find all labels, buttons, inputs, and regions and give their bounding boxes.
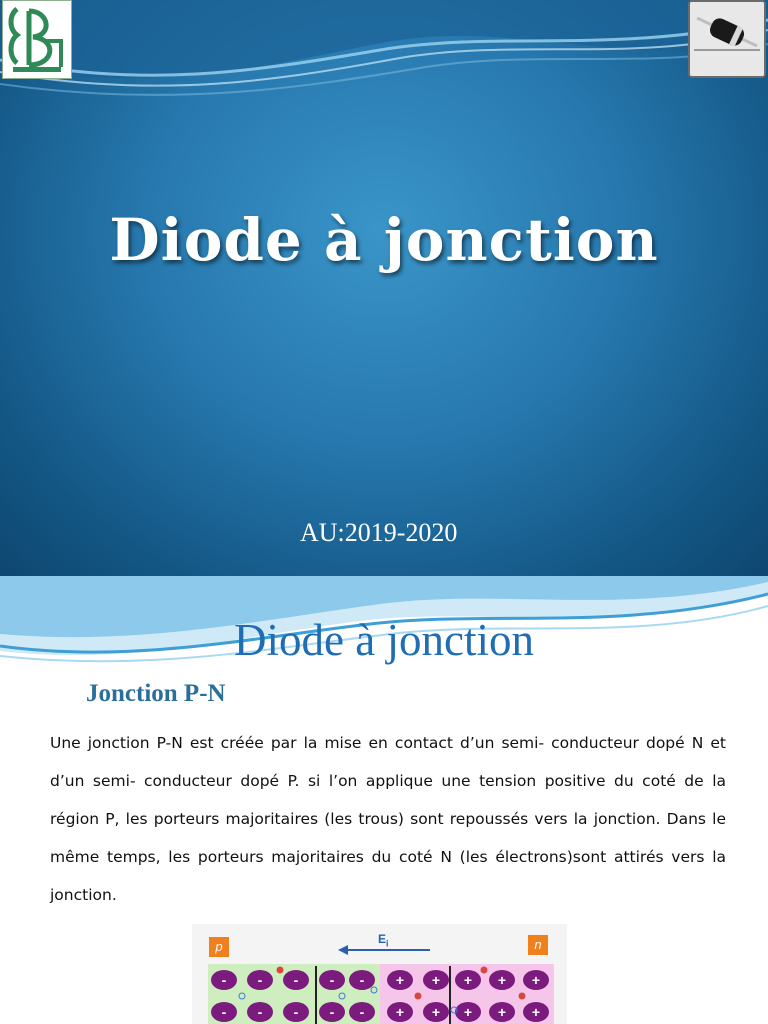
n-region-label: n xyxy=(528,935,548,955)
ion-layer xyxy=(192,924,567,1024)
acceptor-ion xyxy=(349,970,375,990)
svg-text:-: - xyxy=(359,972,365,988)
charge-carrier xyxy=(481,967,487,973)
academic-year: AU:2019-2020 xyxy=(300,518,458,547)
donor-ion xyxy=(423,1002,449,1022)
slide-heading: Diode à jonction xyxy=(234,615,534,665)
pn-junction-figure xyxy=(192,924,567,1024)
acceptor-ion xyxy=(319,1002,345,1022)
charge-carrier xyxy=(415,993,421,999)
svg-text:+: + xyxy=(531,1004,541,1020)
acceptor-ion xyxy=(247,1002,273,1022)
acceptor-ion xyxy=(319,970,345,990)
electric-field-label: $E_i$ xyxy=(378,932,389,949)
top-wave-decoration xyxy=(0,0,768,110)
acceptor-ion xyxy=(349,1002,375,1022)
charge-carrier xyxy=(277,967,283,973)
svg-text:+: + xyxy=(497,972,507,988)
p-region-label: p xyxy=(209,937,229,957)
donor-ion xyxy=(489,1002,515,1022)
donor-ion xyxy=(455,970,481,990)
charge-carrier xyxy=(239,993,245,999)
svg-text:+: + xyxy=(395,972,405,988)
donor-ion xyxy=(387,970,413,990)
svg-text:-: - xyxy=(359,1004,365,1020)
svg-text:-: - xyxy=(293,972,299,988)
svg-text:+: + xyxy=(395,1004,405,1020)
university-logo-icon xyxy=(2,0,72,79)
section-subheading: Jonction P-N xyxy=(86,680,226,707)
diode-component-icon xyxy=(688,0,766,78)
svg-text:+: + xyxy=(463,1004,473,1020)
acceptor-ion xyxy=(247,970,273,990)
svg-text:-: - xyxy=(329,1004,335,1020)
donor-ion xyxy=(387,1002,413,1022)
svg-text:+: + xyxy=(497,1004,507,1020)
charge-carrier xyxy=(519,993,525,999)
svg-text:+: + xyxy=(431,972,441,988)
svg-text:-: - xyxy=(329,972,335,988)
donor-ion xyxy=(523,970,549,990)
svg-text:+: + xyxy=(531,972,541,988)
body-paragraph: Une jonction P-N est créée par la mise en contact d’un semi- conducteur dopé N et d’un semi- conducteur dopé P. si l’on applique une tension positive du coté de la région P, les porteurs majoritaires (les trous) sont repoussés vers la jonction. Dans le même temps, les porteurs majoritaires du coté N (les électrons)sont attirés vers la jonction. xyxy=(50,734,726,904)
donor-ion xyxy=(423,970,449,990)
charge-carrier xyxy=(339,993,345,999)
acceptor-ion xyxy=(211,970,237,990)
acceptor-ion xyxy=(283,970,309,990)
svg-text:+: + xyxy=(431,1004,441,1020)
svg-text:-: - xyxy=(221,972,227,988)
svg-text:+: + xyxy=(463,972,473,988)
acceptor-ion xyxy=(283,1002,309,1022)
svg-text:-: - xyxy=(257,972,263,988)
donor-ion xyxy=(523,1002,549,1022)
slide-title: Diode à jonction xyxy=(109,206,659,274)
donor-ion xyxy=(489,970,515,990)
donor-ion xyxy=(455,1002,481,1022)
acceptor-ion xyxy=(211,1002,237,1022)
charge-carrier xyxy=(371,987,377,993)
svg-text:-: - xyxy=(293,1004,299,1020)
content-slide xyxy=(0,576,768,1024)
svg-text:-: - xyxy=(257,1004,263,1020)
svg-text:-: - xyxy=(221,1004,227,1020)
